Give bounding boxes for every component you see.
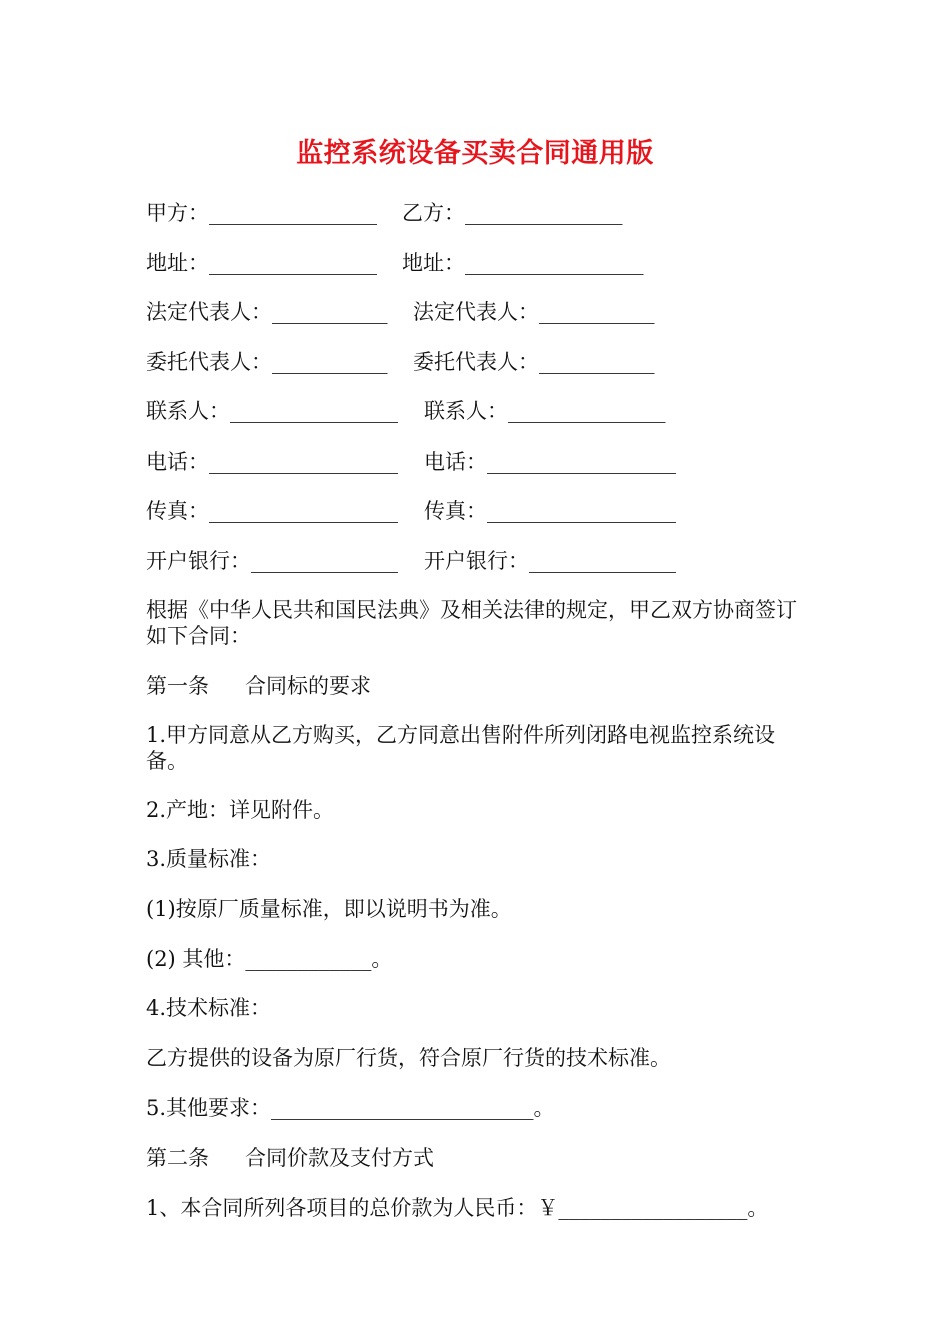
party-b-fax-field: 传真：__________________ — [424, 499, 676, 523]
clause-1-3-2: (2) 其他：____________。 — [146, 947, 393, 971]
article-2-heading — [146, 1146, 434, 1170]
party-b-legal-rep-field: 法定代表人：___________ — [413, 300, 655, 324]
article-1-number: 第一条 — [146, 674, 209, 698]
article-2-title: 合同价款及支付方式 — [245, 1146, 434, 1170]
clause-1-5: 5.其他要求：_________________________。 — [146, 1096, 555, 1120]
clause-1-4-text: 乙方提供的设备为原厂行货，符合原厂行货的技术标准。 — [146, 1046, 671, 1070]
article-1-title: 合同标的要求 — [245, 674, 371, 698]
party-b-bank-field: 开户银行：______________ — [424, 549, 676, 573]
party-a-name-field: 甲方：________________ — [146, 201, 377, 225]
clause-1-3-1: (1)按原厂质量标准，即以说明书为准。 — [146, 897, 512, 921]
intro-paragraph: 根据《中华人民共和国民法典》及相关法律的规定，甲乙双方协商签订如下合同： — [146, 598, 797, 648]
document-title: 监控系统设备买卖合同通用版 — [296, 138, 654, 169]
clause-1-2: 2.产地：详见附件。 — [146, 798, 335, 822]
party-b-agent-field: 委托代表人：___________ — [413, 350, 655, 374]
party-a-legal-rep-field: 法定代表人：___________ — [146, 300, 388, 324]
clause-1-3: 3.质量标准： — [146, 847, 272, 871]
party-b-contact-field: 联系人：_______________ — [424, 399, 666, 423]
article-1-heading — [146, 674, 371, 698]
party-a-phone-field: 电话：__________________ — [146, 450, 398, 474]
party-b-address-field: 地址：_________________ — [402, 251, 644, 275]
clause-2-1: 1、本合同所列各项目的总价款为人民币：￥__________________。 — [146, 1196, 769, 1220]
article-2-number: 第二条 — [146, 1146, 209, 1170]
party-b-phone-field: 电话：__________________ — [424, 450, 676, 474]
clause-1-1: 1.甲方同意从乙方购买，乙方同意出售附件所列闭路电视监控系统设备。 — [146, 723, 776, 773]
party-a-bank-field: 开户银行：______________ — [146, 549, 398, 573]
party-a-contact-field: 联系人：________________ — [146, 399, 398, 423]
party-a-fax-field: 传真：__________________ — [146, 499, 398, 523]
party-b-name-field: 乙方：_______________ — [402, 201, 623, 225]
party-a-address-field: 地址：________________ — [146, 251, 377, 275]
clause-1-4: 4.技术标准： — [146, 996, 272, 1020]
party-a-agent-field: 委托代表人：___________ — [146, 350, 388, 374]
